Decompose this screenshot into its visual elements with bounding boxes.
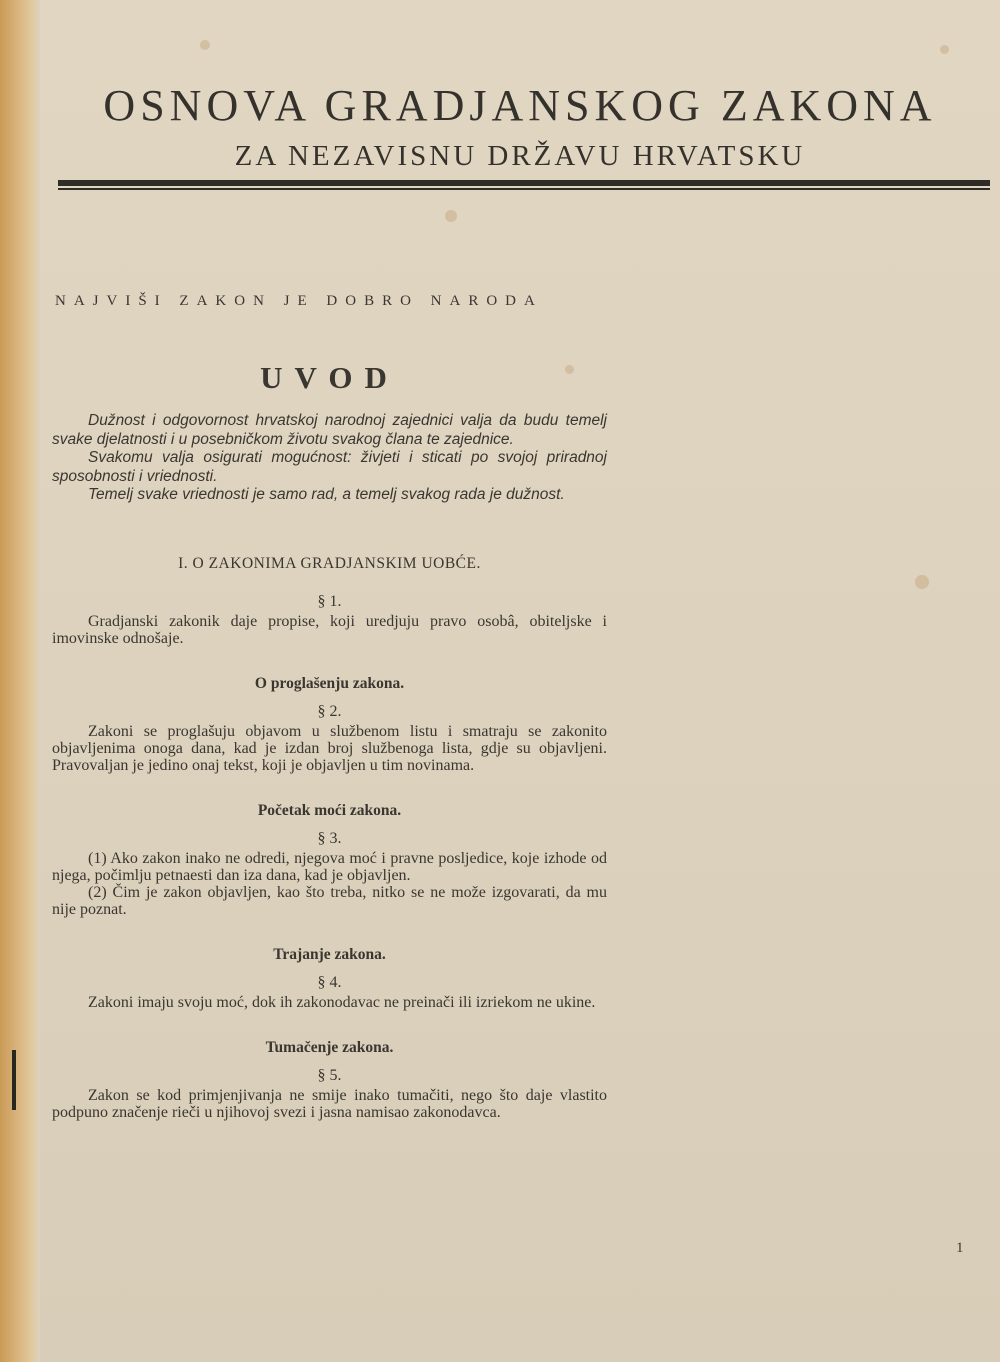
paper-stain xyxy=(200,40,210,50)
motto: NAJVIŠI ZAKON JE DOBRO NARODA xyxy=(55,293,543,309)
paragraph-text: (2) Čim je zakon objavljen, kao što treba, nitko se ne može izgovarati, da mu nije poznat. xyxy=(52,883,607,918)
page-number: 1 xyxy=(956,1240,964,1256)
binding-spine xyxy=(0,0,40,1362)
title-rule-thin xyxy=(58,188,990,190)
text-column xyxy=(52,360,607,1121)
paragraph-number: § 3. xyxy=(317,829,342,847)
paragraph-text: Gradjanski zakonik daje propise, koji uredjuju pravo osobâ, obiteljske i imovinske odnošaje. xyxy=(52,612,607,647)
paragraph-body xyxy=(52,994,607,1011)
intro-paragraph: Svakomu valja osigurati mogućnost: živjeti i sticati po svojoj priradnoj sposobnosti i vriednosti. xyxy=(52,449,607,485)
paragraph-heading: Početak moći zakona. xyxy=(257,801,402,819)
intro-text xyxy=(52,412,607,505)
paragraph-number: § 1. xyxy=(317,592,342,610)
paragraph-number: § 4. xyxy=(317,973,342,991)
paragraph-number: § 5. xyxy=(317,1066,342,1084)
paper-stain xyxy=(445,210,457,222)
paragraph-heading: Trajanje zakona. xyxy=(273,945,386,963)
paragraph-body xyxy=(52,723,607,774)
paper-stain xyxy=(915,575,929,589)
intro-heading: UVOD xyxy=(260,360,399,395)
spine-mark xyxy=(12,1050,16,1110)
paper-stain xyxy=(940,45,949,54)
paragraph-number: § 2. xyxy=(317,702,342,720)
intro-paragraph: Temelj svake vriednosti je samo rad, a temelj svakog rada je dužnost. xyxy=(88,486,565,503)
paragraph-text: (1) Ako zakon inako ne odredi, njegova moć i pravne posljedice, koje izhode od njega, počimlju petnaesti dan iza dana, kad je objavljen. xyxy=(52,849,607,884)
paragraph-heading: O proglašenju zakona. xyxy=(254,674,405,692)
intro-paragraph: Dužnost i odgovornost hrvatskoj narodnoj zajednici valja da budu temelj svake djelatnosti i u posebničkom životu svakog člana te zajednice. xyxy=(52,412,607,448)
section-heading: I. O ZAKONIMA GRADJANSKIM UOBĆE. xyxy=(178,554,481,572)
paragraph-body xyxy=(52,613,607,647)
paragraph-heading: Tumačenje zakona. xyxy=(265,1038,394,1056)
paragraph-body xyxy=(52,850,607,918)
paragraph-text: Zakoni se proglašuju objavom u službenom listu i smatraju se zakonito objavljenima onoga dana, kad je izdan broj službenoga lista, gdje su objavljeni. Pravovaljan je jedino onaj tekst, koji je objavljen u tim novinama. xyxy=(52,722,607,774)
title-rule-thick xyxy=(58,180,990,186)
document-subtitle: ZA NEZAVISNU DRŽAVU HRVATSKU xyxy=(234,140,806,172)
paragraph-text: Zakoni imaju svoju moć, dok ih zakonodavac ne preinači ili izriekom ne ukine. xyxy=(88,993,596,1011)
paragraph-text: Zakon se kod primjenjivanja ne smije inako tumačiti, nego što daje vlastito podpuno značenje rieči u njihovoj svezi i jasna namisao zakonodavca. xyxy=(52,1086,607,1121)
paragraph-body xyxy=(52,1087,607,1121)
document-title: OSNOVA GRADJANSKOG ZAKONA xyxy=(103,81,937,130)
